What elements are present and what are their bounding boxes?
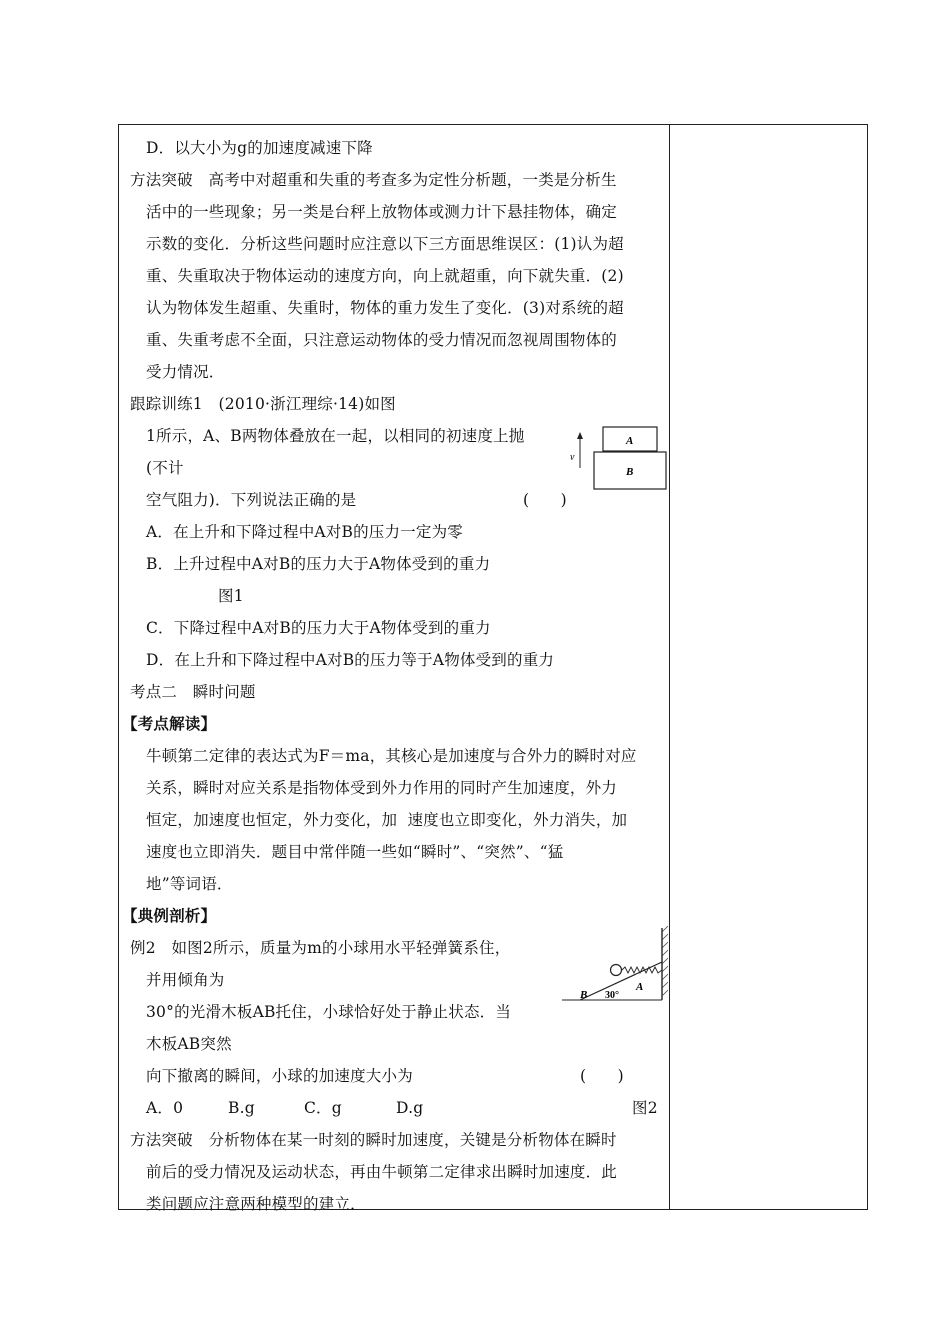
figure-caption: 图2 bbox=[632, 1099, 658, 1117]
paragraph-line: 受力情况． bbox=[146, 363, 225, 381]
option-a: A．在上升和下降过程中A对B的压力一定为零 bbox=[146, 523, 463, 541]
paragraph-line: 重、失重考虑不全面，只注意运动物体的受力情况而忽视周围物体的 bbox=[146, 331, 618, 349]
ball bbox=[611, 965, 622, 976]
column-divider bbox=[669, 124, 670, 1210]
paragraph-line: 类问题应注意两种模型的建立． bbox=[146, 1195, 366, 1213]
option-b: B．上升过程中A对B的压力大于A物体受到的重力 bbox=[146, 555, 491, 573]
example-text: 30°的光滑木板AB托住，小球恰好处于静止状态．当 bbox=[146, 1003, 512, 1021]
paragraph-line: 认为物体发生超重、失重时，物体的重力发生了变化．(3)对系统的超 bbox=[146, 299, 624, 317]
example-text: 并用倾角为 bbox=[146, 971, 225, 989]
example-title: 例2 如图2所示，质量为m的小球用水平轻弹簧系住， bbox=[130, 939, 511, 957]
paragraph-line: 速度也立即消失．题目中常伴随一些如“瞬时”、“突然”、“猛 bbox=[146, 843, 564, 861]
option-c: C．g bbox=[304, 1099, 342, 1117]
method-title: 方法突破 分析物体在某一时刻的瞬时加速度，关键是分析物体在瞬时 bbox=[130, 1131, 617, 1149]
section-heading: 【考点解读】 bbox=[122, 714, 217, 733]
method-title: 方法突破 高考中对超重和失重的考查多为定性分析题，一类是分析生 bbox=[130, 171, 617, 189]
paragraph-line: 牛顿第二定律的表达式为F＝ma，其核心是加速度与合外力的瞬时对应 bbox=[146, 747, 637, 765]
point-a-label: A bbox=[636, 981, 644, 993]
point-b-label: B bbox=[580, 989, 588, 1001]
paragraph-line: 地”等词语． bbox=[146, 875, 233, 893]
paragraph-line: 活中的一些现象；另一类是台秤上放物体或测力计下悬挂物体，确定 bbox=[146, 203, 618, 221]
velocity-arrowhead bbox=[577, 432, 583, 439]
block-b-label: B bbox=[626, 466, 634, 478]
section-heading: 【典例剖析】 bbox=[122, 906, 217, 925]
figure-2-incline bbox=[560, 926, 670, 1006]
exercise-text: 1所示，A、B两物体叠放在一起，以相同的初速度上抛 bbox=[146, 427, 525, 445]
answer-blank: ( ) bbox=[523, 491, 567, 509]
paragraph-line: 示数的变化．分析这些问题时应注意以下三方面思维误区：(1)认为超 bbox=[146, 235, 624, 253]
option-d: D．以大小为g的加速度减速下降 bbox=[146, 139, 373, 157]
option-a: A．0 bbox=[146, 1099, 184, 1117]
exercise-text: (不计 bbox=[146, 459, 184, 477]
option-b: B.g bbox=[228, 1099, 255, 1117]
paragraph-line: 前后的受力情况及运动状态，再由牛顿第二定律求出瞬时加速度．此 bbox=[146, 1163, 618, 1181]
spring bbox=[622, 967, 662, 973]
paragraph-line: 重、失重取决于物体运动的速度方向，向上就超重，向下就失重．(2) bbox=[146, 267, 624, 285]
block-a-label: A bbox=[626, 435, 634, 447]
velocity-label: v bbox=[570, 452, 575, 463]
option-c: C．下降过程中A对B的压力大于A物体受到的重力 bbox=[146, 619, 491, 637]
option-d: D．在上升和下降过程中A对B的压力等于A物体受到的重力 bbox=[146, 651, 555, 669]
exercise-title: 跟踪训练1 (2010·浙江理综·14)如图 bbox=[130, 395, 396, 413]
answer-blank: ( ) bbox=[580, 1067, 624, 1085]
section-title: 考点二 瞬时问题 bbox=[130, 683, 256, 701]
figure-1-blocks bbox=[566, 424, 670, 492]
angle-label: 30° bbox=[605, 990, 619, 1001]
example-text: 木板AB突然 bbox=[146, 1035, 232, 1053]
paragraph-line: 关系，瞬时对应关系是指物体受到外力作用的同时产生加速度，外力 bbox=[146, 779, 618, 797]
option-d: D.g bbox=[396, 1099, 424, 1117]
exercise-text: 空气阻力)．下列说法正确的是 bbox=[146, 491, 357, 509]
wall-hatching bbox=[662, 926, 668, 996]
paragraph-line: 恒定，加速度也恒定，外力变化，加 速度也立即变化，外力消失，加 bbox=[146, 811, 628, 829]
figure-caption: 图1 bbox=[218, 587, 244, 605]
example-text: 向下撤离的瞬间，小球的加速度大小为 bbox=[146, 1067, 413, 1085]
